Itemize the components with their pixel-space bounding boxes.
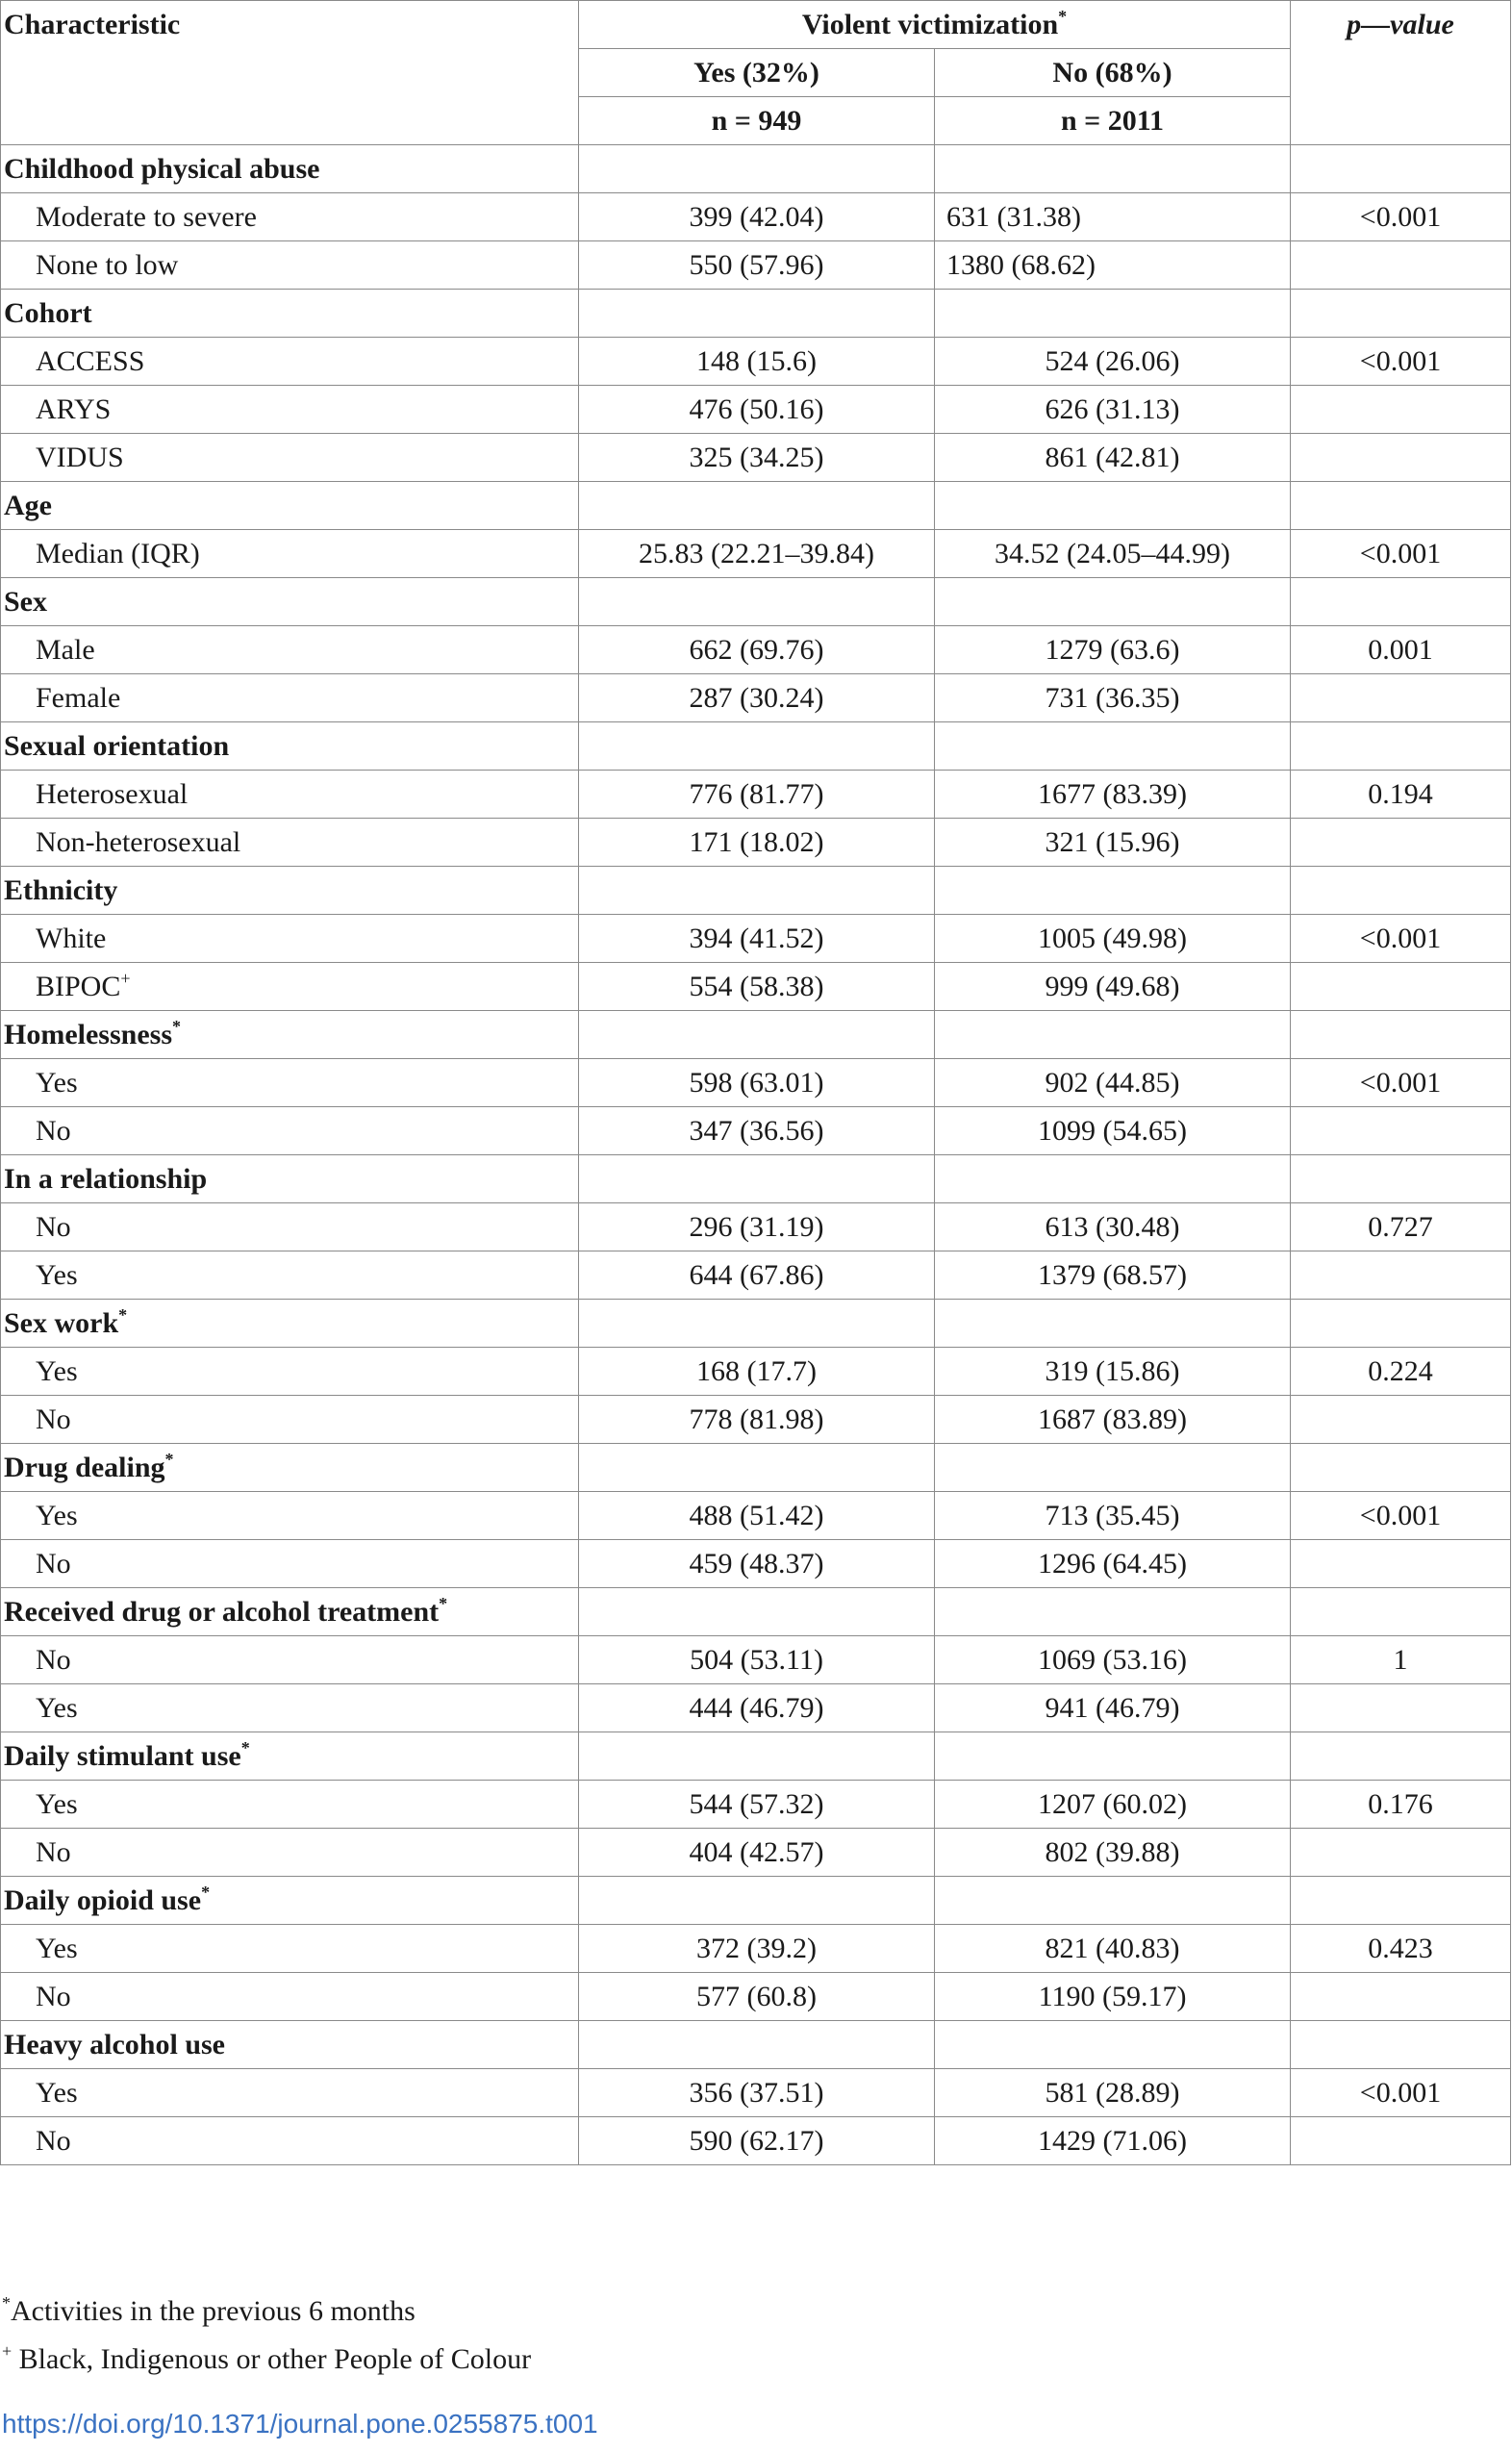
table-row xyxy=(1,193,1511,241)
label-text: Male xyxy=(36,634,95,666)
label-text: Yes xyxy=(36,1259,78,1291)
p-value-cell xyxy=(1291,1155,1511,1203)
label-text: Childhood physical abuse xyxy=(4,153,320,185)
yes-cell: 598 (63.01) xyxy=(579,1059,935,1107)
no-cell: 524 (26.06) xyxy=(935,338,1291,386)
yes-cell: 296 (31.19) xyxy=(579,1203,935,1251)
table-row xyxy=(1,2117,1511,2165)
no-cell xyxy=(935,1732,1291,1781)
section-row xyxy=(1,1588,1511,1636)
table-row xyxy=(1,1925,1511,1973)
yes-cell: 776 (81.77) xyxy=(579,771,935,819)
yes-cell: 550 (57.96) xyxy=(579,241,935,290)
yes-cell: 459 (48.37) xyxy=(579,1540,935,1588)
header-violent-victimization xyxy=(579,1,1291,49)
row-label xyxy=(1,1348,579,1396)
p-value-cell xyxy=(1291,867,1511,915)
row-label xyxy=(1,963,579,1011)
p-value-cell xyxy=(1291,386,1511,434)
table-row xyxy=(1,1829,1511,1877)
header-violent-victimization-label: Violent victimization xyxy=(801,9,1059,40)
section-label xyxy=(1,867,579,915)
section-row xyxy=(1,1732,1511,1781)
section-row xyxy=(1,1300,1511,1348)
yes-cell: 644 (67.86) xyxy=(579,1251,935,1300)
section-row xyxy=(1,290,1511,338)
yes-cell: 356 (37.51) xyxy=(579,2069,935,2117)
section-label xyxy=(1,1877,579,1925)
section-label xyxy=(1,1732,579,1781)
p-value-cell: 0.176 xyxy=(1291,1781,1511,1829)
yes-cell: 399 (42.04) xyxy=(579,193,935,241)
section-row xyxy=(1,1155,1511,1203)
yes-cell: 544 (57.32) xyxy=(579,1781,935,1829)
row-label xyxy=(1,1636,579,1684)
no-cell xyxy=(935,1155,1291,1203)
no-cell: 731 (36.35) xyxy=(935,674,1291,722)
no-cell xyxy=(935,1444,1291,1492)
p-value-cell: 0.224 xyxy=(1291,1348,1511,1396)
table-row xyxy=(1,530,1511,578)
row-label xyxy=(1,1251,579,1300)
no-cell: 626 (31.13) xyxy=(935,386,1291,434)
footnote-mark: * xyxy=(240,1738,250,1757)
table-row xyxy=(1,1540,1511,1588)
label-text: Received drug or alcohol treatment xyxy=(4,1596,440,1628)
table-row xyxy=(1,771,1511,819)
header-p-value xyxy=(1291,1,1511,145)
label-text: No xyxy=(36,1115,71,1147)
label-text: No xyxy=(36,1644,71,1676)
row-label xyxy=(1,386,579,434)
p-value-cell: 0.194 xyxy=(1291,771,1511,819)
yes-cell: 148 (15.6) xyxy=(579,338,935,386)
no-cell: 34.52 (24.05–44.99) xyxy=(935,530,1291,578)
table-row xyxy=(1,338,1511,386)
footnote-mark: + xyxy=(120,969,131,988)
label-text: BIPOC xyxy=(36,971,121,1002)
yes-cell: 372 (39.2) xyxy=(579,1925,935,1973)
table-row xyxy=(1,626,1511,674)
label-text: No xyxy=(36,1836,71,1868)
no-cell xyxy=(935,482,1291,530)
table-row xyxy=(1,1203,1511,1251)
section-label xyxy=(1,290,579,338)
no-cell: 1687 (83.89) xyxy=(935,1396,1291,1444)
table-row xyxy=(1,963,1511,1011)
row-label xyxy=(1,2117,579,2165)
p-value-cell xyxy=(1291,578,1511,626)
table-row xyxy=(1,1636,1511,1684)
p-value-cell xyxy=(1291,963,1511,1011)
section-label xyxy=(1,145,579,193)
p-value-cell xyxy=(1291,145,1511,193)
row-label xyxy=(1,1059,579,1107)
row-label xyxy=(1,674,579,722)
yes-cell: 476 (50.16) xyxy=(579,386,935,434)
p-value-cell xyxy=(1291,1396,1511,1444)
table-row xyxy=(1,915,1511,963)
section-row xyxy=(1,145,1511,193)
yes-cell: 287 (30.24) xyxy=(579,674,935,722)
p-value-cell xyxy=(1291,241,1511,290)
yes-cell xyxy=(579,2021,935,2069)
row-label xyxy=(1,241,579,290)
footnote xyxy=(0,2288,531,2336)
yes-cell xyxy=(579,1155,935,1203)
label-text: No xyxy=(36,1403,71,1435)
no-cell: 861 (42.81) xyxy=(935,434,1291,482)
yes-cell: 168 (17.7) xyxy=(579,1348,935,1396)
yes-cell: 554 (58.38) xyxy=(579,963,935,1011)
no-cell: 713 (35.45) xyxy=(935,1492,1291,1540)
no-cell xyxy=(935,722,1291,771)
row-label xyxy=(1,1684,579,1732)
header-p-value-label: p—value xyxy=(1347,9,1454,40)
yes-cell: 394 (41.52) xyxy=(579,915,935,963)
p-value-cell xyxy=(1291,1877,1511,1925)
label-text: Female xyxy=(36,682,121,714)
no-cell: 821 (40.83) xyxy=(935,1925,1291,1973)
no-cell xyxy=(935,2021,1291,2069)
row-label xyxy=(1,434,579,482)
table-row xyxy=(1,2069,1511,2117)
header-yes: Yes (32%) xyxy=(579,49,935,97)
no-cell: 1207 (60.02) xyxy=(935,1781,1291,1829)
no-cell xyxy=(935,1877,1291,1925)
label-text: Drug dealing xyxy=(4,1452,165,1483)
yes-cell: 504 (53.11) xyxy=(579,1636,935,1684)
table-row xyxy=(1,434,1511,482)
no-cell: 1380 (68.62) xyxy=(935,241,1291,290)
section-row xyxy=(1,578,1511,626)
p-value-cell: 0.423 xyxy=(1291,1925,1511,1973)
p-value-cell xyxy=(1291,1107,1511,1155)
yes-cell xyxy=(579,1444,935,1492)
section-label xyxy=(1,1300,579,1348)
footnote-mark: * xyxy=(2,2293,11,2313)
p-value-cell: 1 xyxy=(1291,1636,1511,1684)
row-label xyxy=(1,1540,579,1588)
section-row xyxy=(1,1011,1511,1059)
no-cell: 902 (44.85) xyxy=(935,1059,1291,1107)
table-row xyxy=(1,1684,1511,1732)
row-label xyxy=(1,530,579,578)
yes-cell xyxy=(579,578,935,626)
yes-cell xyxy=(579,1011,935,1059)
section-label xyxy=(1,2021,579,2069)
table-row xyxy=(1,386,1511,434)
yes-cell: 25.83 (22.21–39.84) xyxy=(579,530,935,578)
p-value-cell xyxy=(1291,1300,1511,1348)
table-row xyxy=(1,1107,1511,1155)
yes-cell: 778 (81.98) xyxy=(579,1396,935,1444)
row-label xyxy=(1,771,579,819)
label-text: Yes xyxy=(36,1500,78,1531)
label-text: Daily opioid use xyxy=(4,1884,202,1916)
p-value-cell xyxy=(1291,1251,1511,1300)
yes-cell xyxy=(579,1300,935,1348)
row-label xyxy=(1,1829,579,1877)
p-value-cell xyxy=(1291,290,1511,338)
no-cell: 1279 (63.6) xyxy=(935,626,1291,674)
label-text: In a relationship xyxy=(4,1163,208,1195)
yes-cell xyxy=(579,722,935,771)
label-text: Yes xyxy=(36,1788,78,1820)
table-row xyxy=(1,1059,1511,1107)
footnote-mark: * xyxy=(439,1594,448,1613)
label-text: Non-heterosexual xyxy=(36,826,241,858)
yes-cell xyxy=(579,1588,935,1636)
footnote xyxy=(0,2336,531,2384)
no-cell xyxy=(935,290,1291,338)
yes-cell: 347 (36.56) xyxy=(579,1107,935,1155)
no-cell: 321 (15.96) xyxy=(935,819,1291,867)
section-label xyxy=(1,1588,579,1636)
label-text: Yes xyxy=(36,1692,78,1724)
no-cell: 1099 (54.65) xyxy=(935,1107,1291,1155)
p-value-cell: <0.001 xyxy=(1291,1059,1511,1107)
row-label xyxy=(1,338,579,386)
section-label xyxy=(1,722,579,771)
row-label xyxy=(1,1107,579,1155)
label-text: Ethnicity xyxy=(4,874,118,906)
p-value-cell xyxy=(1291,482,1511,530)
section-label xyxy=(1,1155,579,1203)
header-no: No (68%) xyxy=(935,49,1291,97)
label-text: Heavy alcohol use xyxy=(4,2029,225,2060)
yes-cell xyxy=(579,482,935,530)
table-row xyxy=(1,241,1511,290)
row-label xyxy=(1,2069,579,2117)
table-body xyxy=(1,145,1511,2165)
label-text: ACCESS xyxy=(36,345,145,377)
table-row xyxy=(1,1396,1511,1444)
table-row xyxy=(1,1973,1511,2021)
label-text: Cohort xyxy=(4,297,92,329)
no-cell: 1379 (68.57) xyxy=(935,1251,1291,1300)
footnote-mark: * xyxy=(1058,7,1068,26)
table-row xyxy=(1,1492,1511,1540)
footnote-mark: + xyxy=(2,2341,13,2361)
yes-cell: 171 (18.02) xyxy=(579,819,935,867)
p-value-cell: <0.001 xyxy=(1291,2069,1511,2117)
p-value-cell xyxy=(1291,1973,1511,2021)
no-cell: 802 (39.88) xyxy=(935,1829,1291,1877)
yes-cell xyxy=(579,867,935,915)
label-text: Yes xyxy=(36,1067,78,1099)
row-label xyxy=(1,193,579,241)
no-cell: 999 (49.68) xyxy=(935,963,1291,1011)
row-label xyxy=(1,1973,579,2021)
p-value-cell: <0.001 xyxy=(1291,530,1511,578)
footnote-mark: * xyxy=(118,1305,128,1325)
p-value-cell: 0.727 xyxy=(1291,1203,1511,1251)
label-text: Yes xyxy=(36,1355,78,1387)
section-row xyxy=(1,2021,1511,2069)
p-value-cell xyxy=(1291,2021,1511,2069)
no-cell: 1190 (59.17) xyxy=(935,1973,1291,2021)
label-text: Daily stimulant use xyxy=(4,1740,241,1772)
label-text: No xyxy=(36,1981,71,2012)
label-text: ARYS xyxy=(36,393,112,425)
no-cell: 1005 (49.98) xyxy=(935,915,1291,963)
row-label xyxy=(1,915,579,963)
row-label xyxy=(1,1925,579,1973)
p-value-cell xyxy=(1291,1444,1511,1492)
yes-cell xyxy=(579,145,935,193)
table-row xyxy=(1,1251,1511,1300)
row-label xyxy=(1,1492,579,1540)
p-value-cell xyxy=(1291,1540,1511,1588)
yes-cell: 577 (60.8) xyxy=(579,1973,935,2021)
yes-cell xyxy=(579,1732,935,1781)
table-row xyxy=(1,1781,1511,1829)
no-cell xyxy=(935,1300,1291,1348)
label-text: No xyxy=(36,2125,71,2157)
no-cell: 613 (30.48) xyxy=(935,1203,1291,1251)
section-label xyxy=(1,1011,579,1059)
yes-cell: 325 (34.25) xyxy=(579,434,935,482)
table-row xyxy=(1,1348,1511,1396)
footnote-text: Activities in the previous 6 months xyxy=(11,2295,416,2327)
no-cell: 1296 (64.45) xyxy=(935,1540,1291,1588)
row-label xyxy=(1,1203,579,1251)
yes-cell xyxy=(579,290,935,338)
p-value-cell: <0.001 xyxy=(1291,915,1511,963)
no-cell: 631 (31.38) xyxy=(935,193,1291,241)
section-row xyxy=(1,1444,1511,1492)
label-text: No xyxy=(36,1211,71,1243)
no-cell: 941 (46.79) xyxy=(935,1684,1291,1732)
p-value-cell xyxy=(1291,1829,1511,1877)
label-text: Sexual orientation xyxy=(4,730,230,762)
header-yes-n: n = 949 xyxy=(579,97,935,145)
footnotes xyxy=(0,2288,531,2384)
no-cell: 1429 (71.06) xyxy=(935,2117,1291,2165)
label-text: Sex xyxy=(4,586,47,618)
row-label xyxy=(1,1396,579,1444)
p-value-cell: <0.001 xyxy=(1291,193,1511,241)
p-value-cell: <0.001 xyxy=(1291,1492,1511,1540)
no-cell xyxy=(935,145,1291,193)
no-cell xyxy=(935,867,1291,915)
no-cell xyxy=(935,1011,1291,1059)
section-row xyxy=(1,1877,1511,1925)
label-text: Yes xyxy=(36,1933,78,1964)
section-label xyxy=(1,482,579,530)
doi-link[interactable]: https://doi.org/10.1371/journal.pone.0255875.t001 xyxy=(2,2409,598,2439)
table-header xyxy=(1,1,1511,145)
p-value-cell xyxy=(1291,434,1511,482)
header-no-n: n = 2011 xyxy=(935,97,1291,145)
table-row xyxy=(1,674,1511,722)
table-row xyxy=(1,819,1511,867)
row-label xyxy=(1,1781,579,1829)
no-cell: 1677 (83.39) xyxy=(935,771,1291,819)
p-value-cell xyxy=(1291,2117,1511,2165)
yes-cell: 488 (51.42) xyxy=(579,1492,935,1540)
yes-cell xyxy=(579,1877,935,1925)
p-value-cell xyxy=(1291,1588,1511,1636)
p-value-cell xyxy=(1291,1011,1511,1059)
no-cell: 581 (28.89) xyxy=(935,2069,1291,2117)
footnote-mark: * xyxy=(172,1017,181,1036)
no-cell: 319 (15.86) xyxy=(935,1348,1291,1396)
footnote-mark: * xyxy=(164,1450,174,1469)
section-label xyxy=(1,1444,579,1492)
label-text: None to low xyxy=(36,249,179,281)
yes-cell: 662 (69.76) xyxy=(579,626,935,674)
p-value-cell xyxy=(1291,722,1511,771)
label-text: No xyxy=(36,1548,71,1580)
label-text: Moderate to severe xyxy=(36,201,257,233)
label-text: Heterosexual xyxy=(36,778,189,810)
row-label xyxy=(1,626,579,674)
yes-cell: 590 (62.17) xyxy=(579,2117,935,2165)
p-value-cell xyxy=(1291,1684,1511,1732)
yes-cell: 404 (42.57) xyxy=(579,1829,935,1877)
section-row xyxy=(1,482,1511,530)
no-cell xyxy=(935,578,1291,626)
p-value-cell xyxy=(1291,674,1511,722)
label-text: Age xyxy=(4,490,52,521)
section-row xyxy=(1,722,1511,771)
section-row xyxy=(1,867,1511,915)
p-value-cell xyxy=(1291,819,1511,867)
row-label xyxy=(1,819,579,867)
label-text: Sex work xyxy=(4,1307,119,1339)
header-characteristic: Characteristic xyxy=(1,1,579,145)
p-value-cell xyxy=(1291,1732,1511,1781)
p-value-cell: <0.001 xyxy=(1291,338,1511,386)
label-text: VIDUS xyxy=(36,442,124,473)
label-text: Yes xyxy=(36,2077,78,2109)
footnote-text: Black, Indigenous or other People of Colour xyxy=(12,2343,532,2375)
label-text: Homelessness xyxy=(4,1019,172,1050)
yes-cell: 444 (46.79) xyxy=(579,1684,935,1732)
p-value-cell: 0.001 xyxy=(1291,626,1511,674)
no-cell xyxy=(935,1588,1291,1636)
no-cell: 1069 (53.16) xyxy=(935,1636,1291,1684)
label-text: White xyxy=(36,923,107,954)
label-text: Median (IQR) xyxy=(36,538,200,569)
section-label xyxy=(1,578,579,626)
footnote-mark: * xyxy=(201,1883,211,1902)
